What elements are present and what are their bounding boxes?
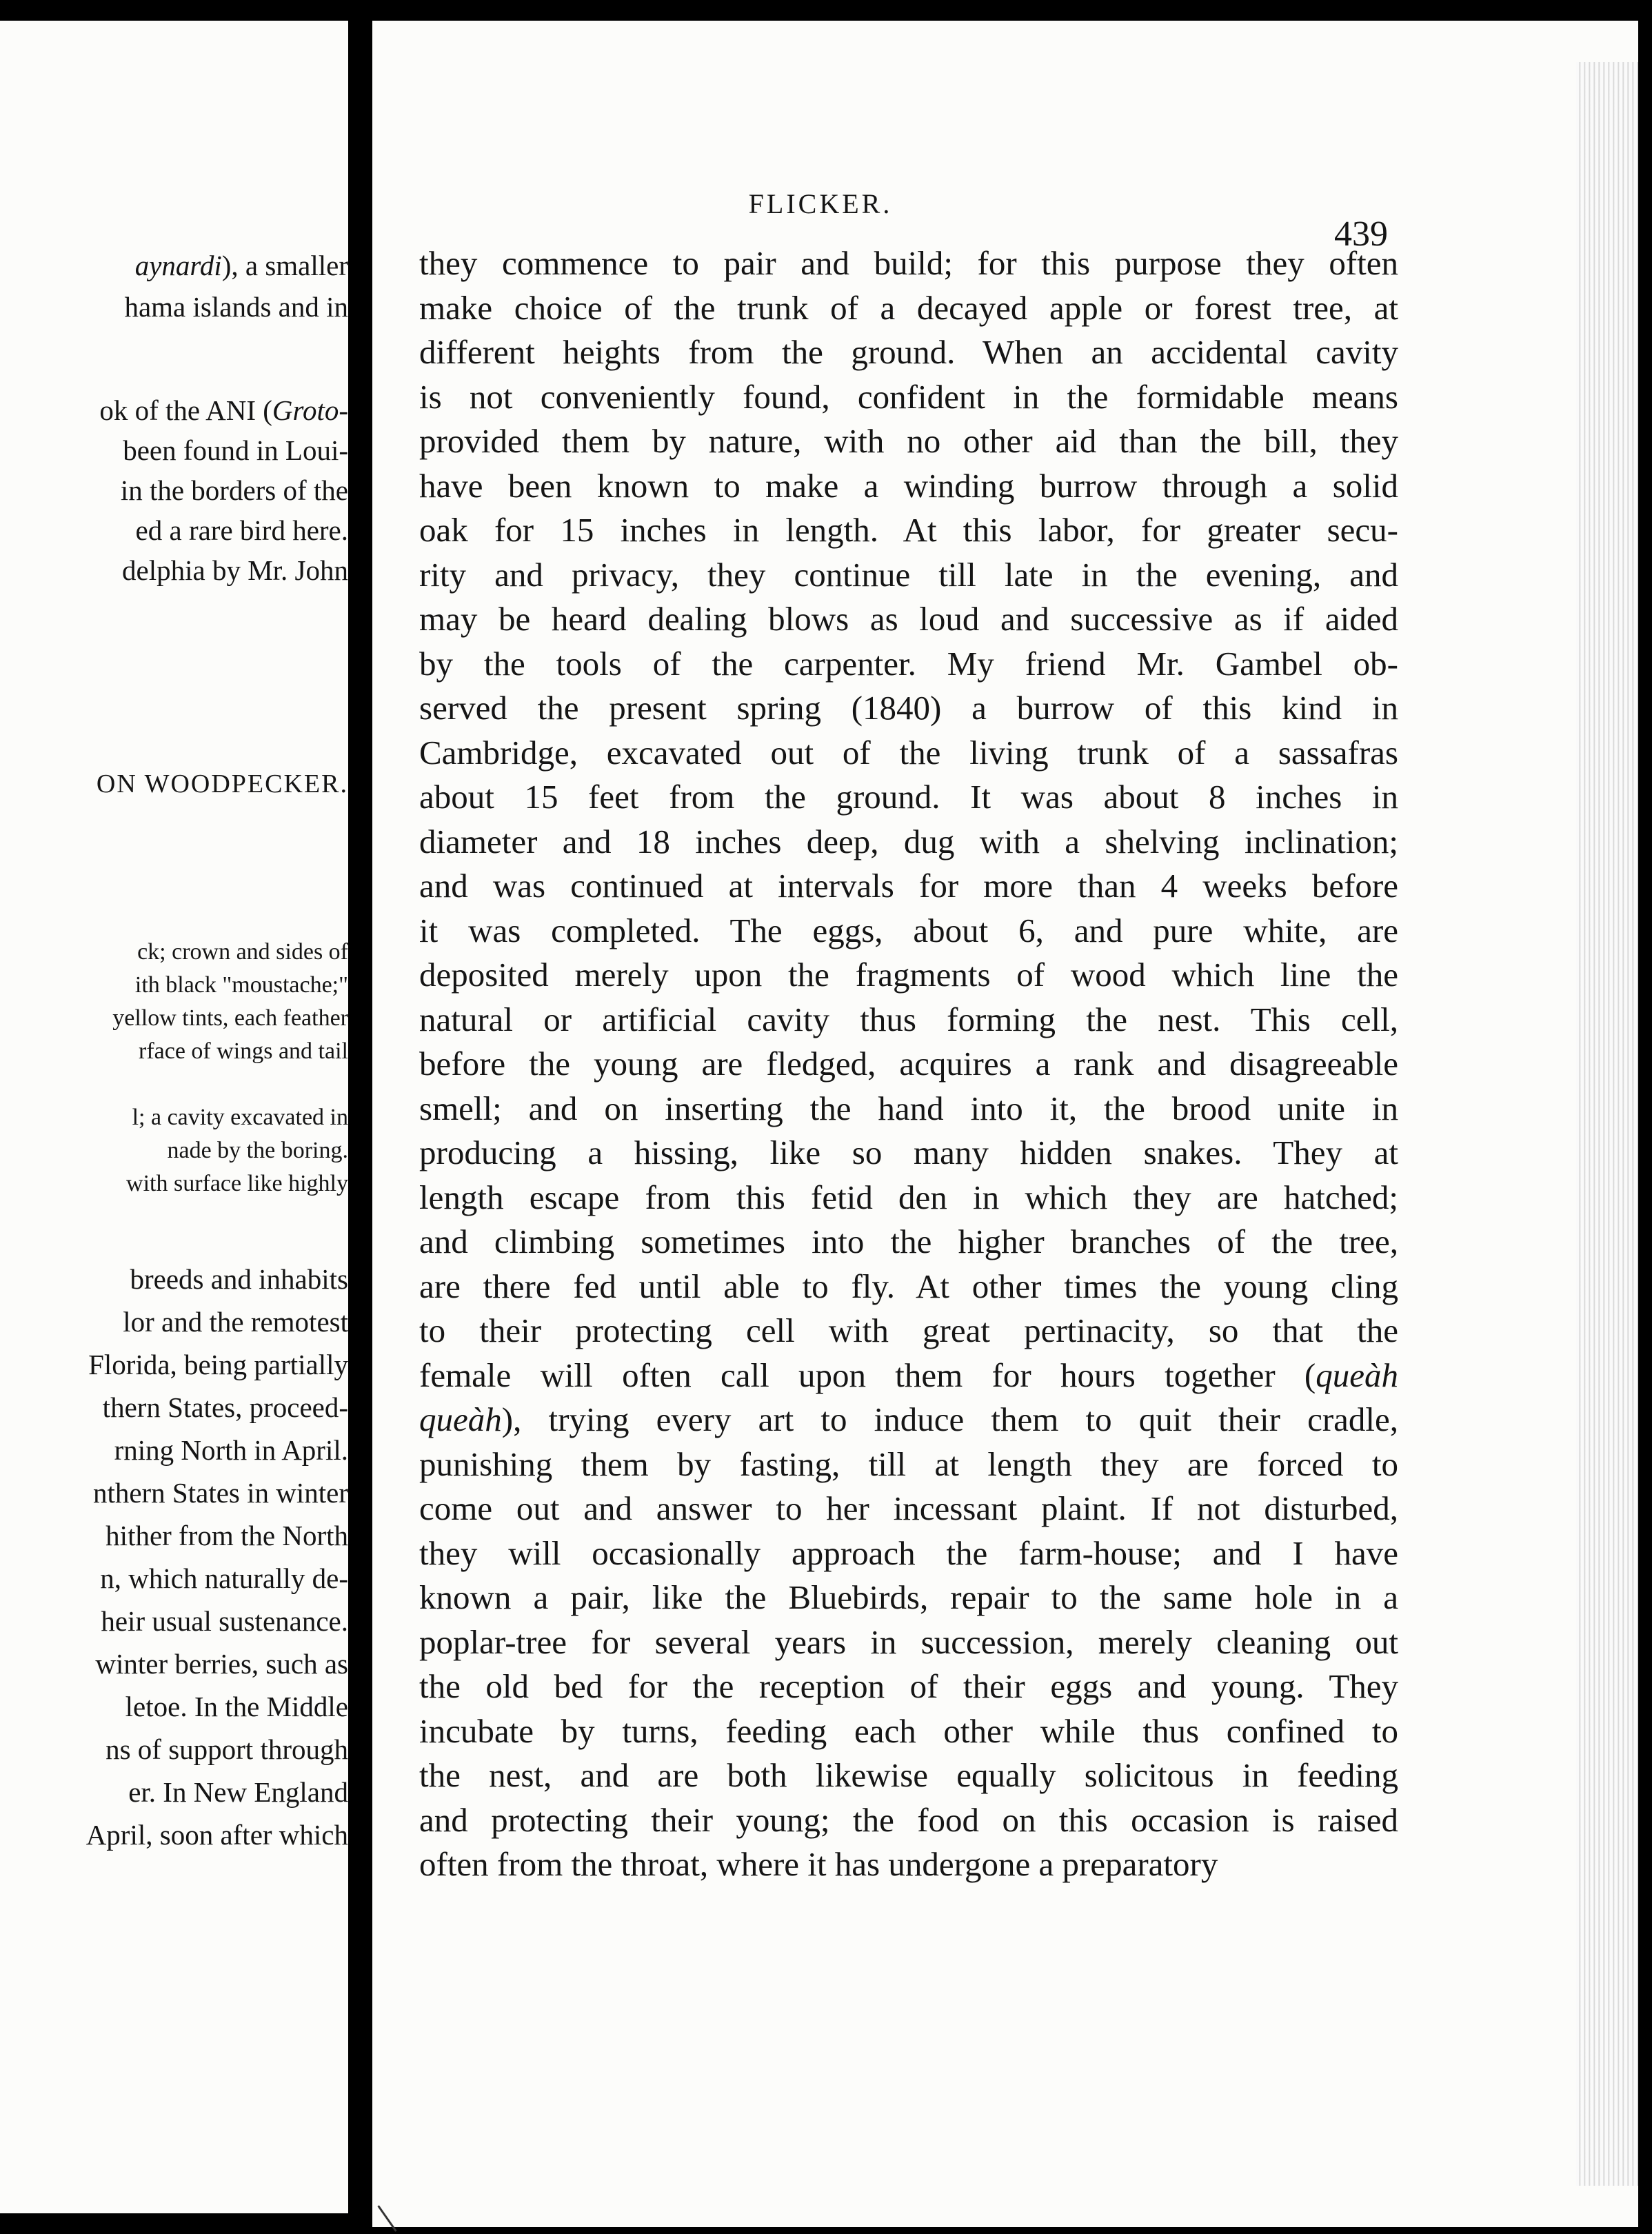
left-line-bottom-3: Florida, being partially [88, 1349, 348, 1380]
body-line-8: rity and privacy, they continue till late in the evening, and [419, 555, 1398, 594]
body-line-15: and was continued at intervals for more than 4 weeks before [419, 867, 1398, 905]
left-line-desc-2: ith black "moustache;" [134, 972, 348, 998]
left-line-top-1: aynardi), a smaller [134, 250, 348, 281]
body-line-26: female will often call upon them for hours together (queàh [419, 1356, 1398, 1394]
body-line-7: oak for 15 inches in length. At this labor, for greater secu- [419, 511, 1398, 549]
left-line-bottom-1: breeds and inhabits [130, 1263, 348, 1295]
left-section-heading: ON WOODPECKER. [96, 769, 348, 798]
body-line-25: to their protecting cell with great pertinacity, so that the [419, 1311, 1398, 1349]
left-line-top-8: delphia by Mr. John [122, 554, 348, 586]
body-line-37: often from the throat, where it has undergone a preparatory [419, 1845, 1218, 1883]
body-line-28: punishing them by fasting, till at length they are forced to [419, 1445, 1398, 1483]
body-line-11: served the present spring (1840) a burrow of this kind in [419, 689, 1398, 727]
left-line-bottom-8: n, which naturally de- [100, 1562, 348, 1594]
body-line-35: the nest, and are both likewise equally solicitous in feeding [419, 1756, 1398, 1794]
left-line-bottom-11: letoe. In the Middle [125, 1691, 348, 1722]
page-number: 439 [1334, 214, 1388, 254]
body-text [419, 241, 1398, 1887]
body-line-3: different heights from the ground. When an accidental cavity [419, 333, 1398, 371]
body-line-34: incubate by turns, feeding each other while thus confined to [419, 1711, 1398, 1750]
body-line-17: deposited merely upon the fragments of wood which line the [419, 956, 1398, 994]
left-line-bottom-6: nthern States in winter [92, 1477, 348, 1509]
left-line-desc-3: yellow tints, each feather [112, 1005, 348, 1031]
body-line-21: producing a hissing, like so many hidden snakes. They at [419, 1134, 1398, 1171]
left-line-top-2: hama islands and in [124, 291, 348, 323]
left-line-top-5: been found in Loui- [123, 434, 348, 466]
body-line-31: known a pair, like the Bluebirds, repair to the same hole in a [419, 1578, 1398, 1616]
body-line-12: Cambridge, excavated out of the living trunk of a sassafras [419, 733, 1398, 772]
body-line-32: poplar-tree for several years in succession, merely cleaning out [419, 1622, 1398, 1661]
body-line-29: come out and answer to her incessant plaint. If not disturbed, [419, 1489, 1398, 1527]
body-line-24: are there fed until able to fly. At other times the young cling [419, 1267, 1398, 1305]
body-line-6: have been known to make a winding burrow through a solid [419, 466, 1398, 505]
left-line-bottom-12: ns of support through [105, 1733, 348, 1765]
left-line-top-4: ok of the ANI (Groto- [99, 394, 348, 426]
left-line-bottom-2: lor and the remotest [123, 1306, 348, 1338]
running-head: FLICKER. [748, 188, 893, 219]
page-edges [1576, 62, 1638, 2186]
body-line-9: may be heard dealing blows as loud and successive as if aided [419, 600, 1398, 638]
body-line-4: is not conveniently found, confident in the formidable means [419, 377, 1398, 416]
body-line-20: smell; and on inserting the hand into it, the brood unite in [419, 1089, 1398, 1127]
body-line-13: about 15 feet from the ground. It was about 8 inches in [419, 778, 1398, 816]
body-line-2: make choice of the trunk of a decayed apple or forest tree, at [419, 288, 1398, 327]
left-line-bottom-4: thern States, proceed- [102, 1391, 348, 1423]
body-line-27: queàh), trying every art to induce them to quit their cradle, [419, 1400, 1398, 1438]
left-line-top-7: ed a rare bird here. [135, 514, 348, 546]
left-line-bottom-5: rning North in April. [114, 1434, 348, 1466]
left-line-desc-8: with surface like highly [126, 1171, 348, 1196]
left-page [0, 21, 348, 2213]
body-line-10: by the tools of the carpenter. My friend Mr. Gambel ob- [419, 644, 1398, 683]
left-line-bottom-13: er. In New England [128, 1776, 348, 1808]
left-line-bottom-9: heir usual sustenance. [101, 1605, 348, 1637]
body-line-18: natural or artificial cavity thus forming the nest. This cell, [419, 1000, 1398, 1038]
body-line-5: provided them by nature, with no other aid than the bill, they [419, 422, 1398, 460]
body-line-16: it was completed. The eggs, about 6, and pure white, are [419, 911, 1398, 949]
body-line-14: diameter and 18 inches deep, dug with a shelving inclination; [419, 822, 1398, 861]
body-line-23: and climbing sometimes into the higher branches of the tree, [419, 1222, 1398, 1260]
left-line-top-6: in the borders of the [120, 474, 348, 506]
book-gutter [348, 0, 372, 2234]
left-line-desc-6: l; a cavity excavated in [132, 1105, 348, 1130]
left-line-bottom-7: hither from the North [105, 1520, 348, 1551]
left-line-bottom-14: April, soon after which [85, 1819, 348, 1851]
body-line-22: length escape from this fetid den in which they are hatched; [419, 1178, 1398, 1216]
left-line-desc-4: rface of wings and tail [139, 1038, 348, 1064]
left-line-bottom-10: winter berries, such as [95, 1648, 348, 1680]
body-line-36: and protecting their young; the food on this occasion is raised [419, 1800, 1398, 1839]
left-line-desc-7: nade by the boring. [167, 1138, 348, 1163]
body-line-33: the old bed for the reception of their eggs and young. They [419, 1667, 1398, 1705]
body-line-19: before the young are fledged, acquires a rank and disagreeable [419, 1045, 1398, 1083]
left-line-desc-1: ck; crown and sides of [137, 939, 348, 965]
body-line-30: they will occasionally approach the farm-house; and I have [419, 1533, 1398, 1572]
body-line-1: they commence to pair and build; for this purpose they often [419, 244, 1398, 282]
